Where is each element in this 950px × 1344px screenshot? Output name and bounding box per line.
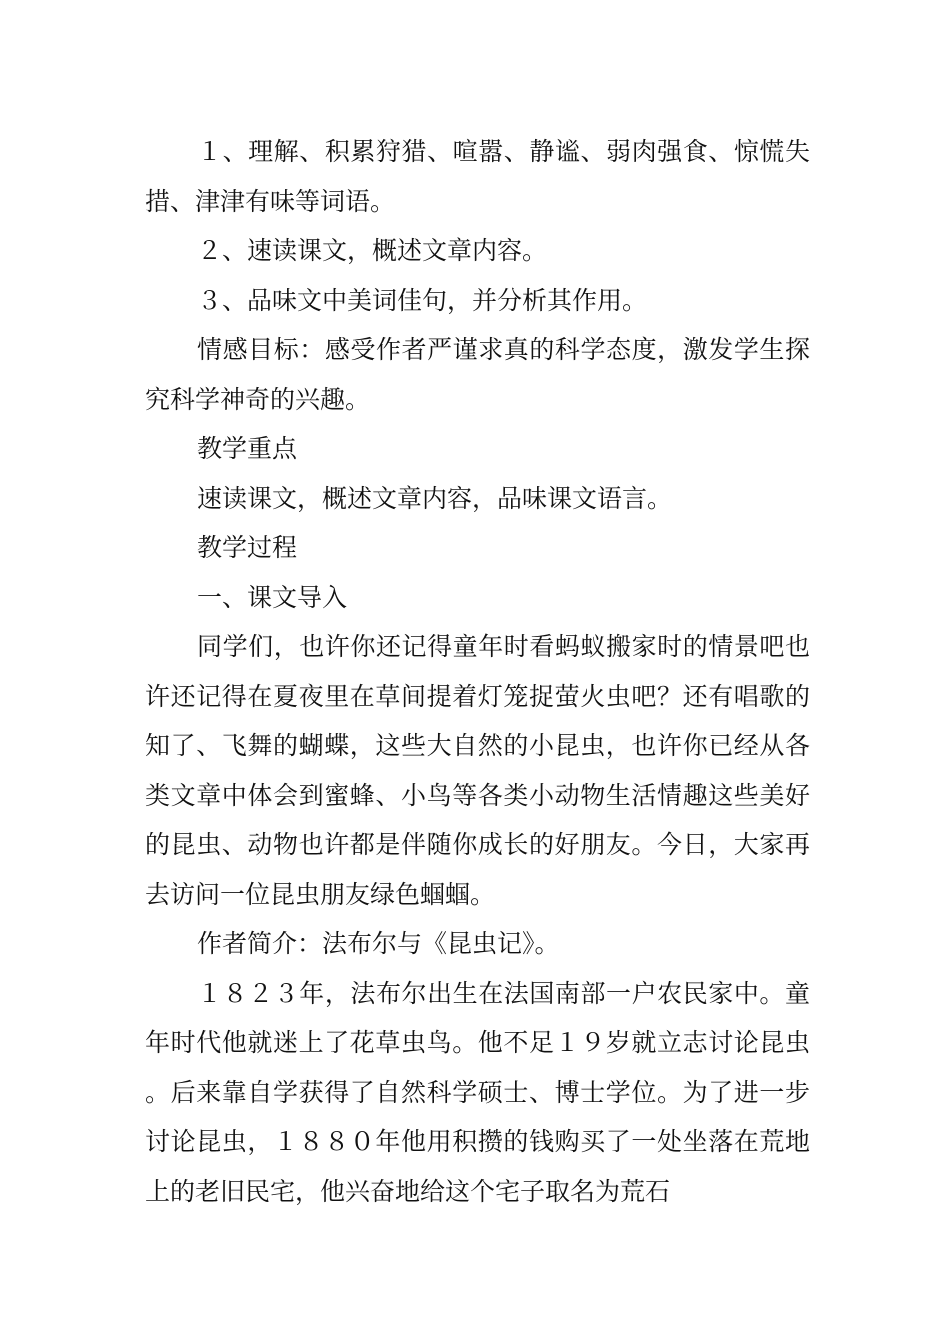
heading-teaching-focus: 教学重点 xyxy=(197,434,298,463)
heading-teaching-process: 教学过程 xyxy=(197,533,298,562)
paragraph-emotion-goal: 情感目标：感受作者严谨求真的科学态度，激发学生探究科学神奇的兴趣。 xyxy=(145,335,810,414)
document-body xyxy=(145,127,810,1216)
paragraph-author-heading: 作者简介：法布尔与《昆虫记》。 xyxy=(197,929,560,958)
paragraph-objective-2: ２、速读课文，概述文章内容。 xyxy=(197,236,548,265)
paragraph-author-bio: １８２３年，法布尔出生在法国南部一户农民家中。童年时代他就迷上了花草虫鸟。他不足１９岁就立志讨论昆虫。后来靠自学获得了自然科学硕士、博士学位。为了进一步讨论昆虫，１８８０年他用积攒的钱购买了一处坐落在荒地上的老旧民宅，他兴奋地给这个宅子取名为荒石 xyxy=(145,978,810,1206)
paragraph-objective-3: ３、品味文中美词佳句，并分析其作用。 xyxy=(197,285,648,315)
paragraph-lesson-intro: 同学们，也许你还记得童年时看蚂蚁搬家时的情景吧也许还记得在夏夜里在草间提着灯笼捉萤火虫吧？还有唱歌的知了、飞舞的蝴蝶，这些大自然的小昆虫，也许你已经从各类文章中体会到蜜蜂、小鸟等各类小动物生活情趣这些美好的昆虫、动物也许都是伴随你成长的好朋友。今日，大家再去访问一位昆虫朋友绿色蝈蝈。 xyxy=(145,632,810,909)
paragraph-teaching-focus: 速读课文，概述文章内容，品味课文语言。 xyxy=(197,483,673,513)
paragraph-objective-1: １、理解、积累狩猎、喧嚣、静谧、弱肉强食、惊慌失措、津津有味等词语。 xyxy=(145,137,810,216)
heading-lesson-intro: 一、课文导入 xyxy=(197,582,348,612)
